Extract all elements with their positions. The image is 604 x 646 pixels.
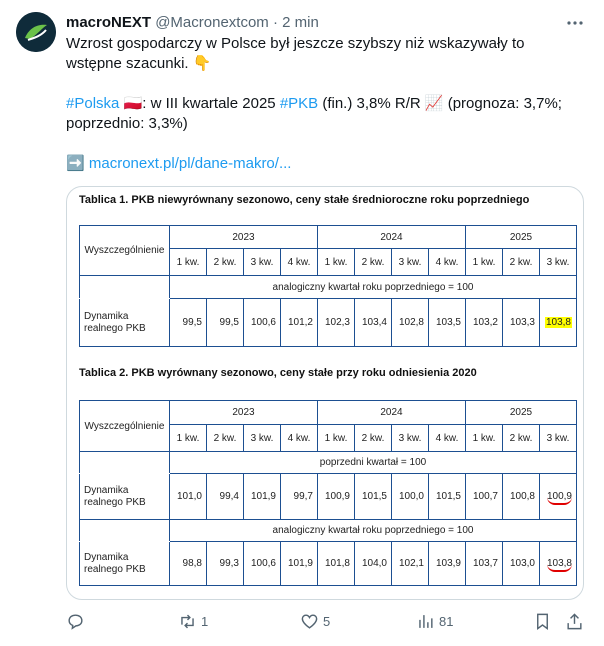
table-cell: 101,0 — [170, 474, 207, 520]
quarter-header: 4 kw. — [281, 249, 318, 276]
quarter-header: 1 kw. — [318, 249, 355, 276]
arrow-right-icon: ➡️ — [66, 155, 85, 172]
year-header: 2023 — [170, 401, 318, 425]
hashtag-polska[interactable]: #Polska — [66, 95, 120, 112]
text-line-link — [66, 154, 586, 174]
table-cell: 103,3 — [503, 299, 540, 347]
quarter-header: 2 kw. — [355, 249, 392, 276]
quarter-header: 2 kw. — [207, 249, 244, 276]
row-label-line: realnego PKB — [84, 563, 146, 575]
table-cell: 99,7 — [281, 474, 318, 520]
table-cell: 103,7 — [466, 542, 503, 586]
text-segment: (fin.) 3,8% R/R 📈 (prognoza: 3,7%; — [318, 95, 562, 112]
avatar[interactable] — [16, 12, 56, 52]
table-cell: 103,9 — [429, 542, 466, 586]
table-cell-highlighted — [540, 299, 577, 347]
quarter-header: 3 kw. — [392, 425, 429, 452]
table-cell: 98,8 — [170, 542, 207, 586]
text-line-2: wstępne szacunki. 👇 — [66, 55, 212, 72]
table-cell: 101,8 — [318, 542, 355, 586]
row-label-line: realnego PKB — [84, 496, 146, 508]
quarter-header: 2 kw. — [503, 249, 540, 276]
row-label-line: Dynamika — [84, 310, 129, 322]
year-header: 2025 — [466, 226, 577, 249]
table-cell: 101,5 — [429, 474, 466, 520]
row-label-line: realnego PKB — [84, 322, 146, 334]
retweet-icon — [178, 612, 197, 631]
table1 — [79, 225, 577, 347]
table-cell: 99,5 — [170, 299, 207, 347]
like-icon — [300, 612, 319, 631]
like-count: 5 — [323, 614, 331, 629]
table-cell: 102,1 — [392, 542, 429, 586]
table-cell: 101,2 — [281, 299, 318, 347]
table-cell: 103,4 — [355, 299, 392, 347]
views-count: 81 — [439, 614, 454, 629]
row-label-line: Dynamika — [84, 484, 129, 496]
quarter-header: 2 kw. — [207, 425, 244, 452]
timestamp[interactable]: 2 min — [282, 14, 319, 31]
more-button[interactable] — [564, 12, 586, 34]
row-label — [80, 299, 170, 347]
table-cell: 101,9 — [244, 474, 281, 520]
table-cell: 99,3 — [207, 542, 244, 586]
share-icon — [565, 612, 584, 631]
text-line-1: Wzrost gospodarczy w Polsce był jeszcze szybszy niż wskazywały to — [66, 35, 525, 52]
table-cell: 104,0 — [355, 542, 392, 586]
highlighted-value: 103,8 — [545, 317, 571, 328]
quarter-header: 4 kw. — [281, 425, 318, 452]
quarter-header: 4 kw. — [429, 249, 466, 276]
action-bar — [66, 612, 586, 636]
year-header: 2024 — [318, 401, 466, 425]
text-line-4: poprzednio: 3,3%) — [66, 115, 188, 132]
quarter-header: 4 kw. — [429, 425, 466, 452]
table-cell: 102,8 — [392, 299, 429, 347]
text-segment: : w III kwartale 2025 — [142, 95, 280, 112]
year-header: 2024 — [318, 226, 466, 249]
table-cell: 100,9 — [318, 474, 355, 520]
table-cell: 100,8 — [503, 474, 540, 520]
quarter-header: 1 kw. — [318, 425, 355, 452]
row-label — [80, 542, 170, 586]
table-subheader: poprzedni kwartał = 100 — [170, 452, 577, 474]
table-cell: 99,4 — [207, 474, 244, 520]
year-header: 2025 — [466, 401, 577, 425]
table-cell: 100,0 — [392, 474, 429, 520]
table-cell: 101,9 — [281, 542, 318, 586]
retweet-count: 1 — [201, 614, 209, 629]
author-name[interactable]: macroNEXT — [66, 14, 152, 31]
table-cell: 101,5 — [355, 474, 392, 520]
underlined-value: 100,9 — [547, 491, 572, 505]
views-icon — [416, 612, 435, 631]
retweet-button[interactable] — [178, 612, 208, 631]
quarter-header: 3 kw. — [392, 249, 429, 276]
hashtag-pkb[interactable]: #PKB — [279, 95, 319, 112]
text-line-3 — [66, 94, 586, 114]
table-cell: 99,5 — [207, 299, 244, 347]
bookmark-icon — [533, 612, 552, 631]
row-header: Wyszczególnienie — [80, 401, 170, 452]
table2 — [79, 400, 577, 586]
reply-button[interactable] — [66, 612, 89, 631]
table-cell: 103,5 — [429, 299, 466, 347]
row-header: Wyszczególnienie — [80, 226, 170, 276]
quarter-header: 2 kw. — [503, 425, 540, 452]
quarter-header: 3 kw. — [540, 249, 577, 276]
table-cell: 100,7 — [466, 474, 503, 520]
table-subheader: analogiczny kwartał roku poprzedniego = 100 — [170, 520, 577, 542]
table-cell: 103,0 — [503, 542, 540, 586]
quarter-header: 1 kw. — [170, 249, 207, 276]
table1-title: Tablica 1. PKB niewyrównany sezonowo, ceny stałe średnioroczne roku poprzedniego — [79, 194, 530, 206]
underlined-value: 103,8 — [547, 558, 572, 572]
reply-icon — [66, 612, 85, 631]
table-cell: 102,3 — [318, 299, 355, 347]
quarter-header: 1 kw. — [466, 425, 503, 452]
table-cell: 100,6 — [244, 299, 281, 347]
media-image[interactable] — [66, 186, 584, 600]
share-button[interactable] — [565, 612, 584, 631]
row-label — [80, 474, 170, 520]
quarter-header: 3 kw. — [540, 425, 577, 452]
row-label-line: Dynamika — [84, 551, 129, 563]
views-button[interactable] — [416, 612, 453, 631]
table-cell-underlined — [540, 542, 577, 586]
tweet-header — [66, 13, 319, 33]
like-button[interactable] — [300, 612, 330, 631]
year-header: 2023 — [170, 226, 318, 249]
tweet-text — [66, 34, 586, 174]
author-handle[interactable]: @Macronextcom — [155, 14, 269, 31]
separator: · — [272, 14, 278, 31]
table2-title: Tablica 2. PKB wyrównany sezonowo, ceny stałe przy roku odniesienia 2020 — [79, 367, 477, 379]
table-cell-underlined — [540, 474, 577, 520]
article-link[interactable]: macronext.pl/pl/dane-makro/... — [88, 155, 292, 172]
bookmark-button[interactable] — [533, 612, 552, 631]
macronext-logo-icon — [16, 12, 56, 52]
table-cell: 100,6 — [244, 542, 281, 586]
more-icon — [566, 14, 584, 32]
table-subheader: analogiczny kwartał roku poprzedniego = 100 — [170, 276, 577, 299]
flag-emoji: 🇵🇱 — [123, 95, 143, 112]
table-cell: 103,2 — [466, 299, 503, 347]
quarter-header: 3 kw. — [244, 249, 281, 276]
quarter-header: 2 kw. — [355, 425, 392, 452]
quarter-header: 3 kw. — [244, 425, 281, 452]
quarter-header: 1 kw. — [170, 425, 207, 452]
quarter-header: 1 kw. — [466, 249, 503, 276]
